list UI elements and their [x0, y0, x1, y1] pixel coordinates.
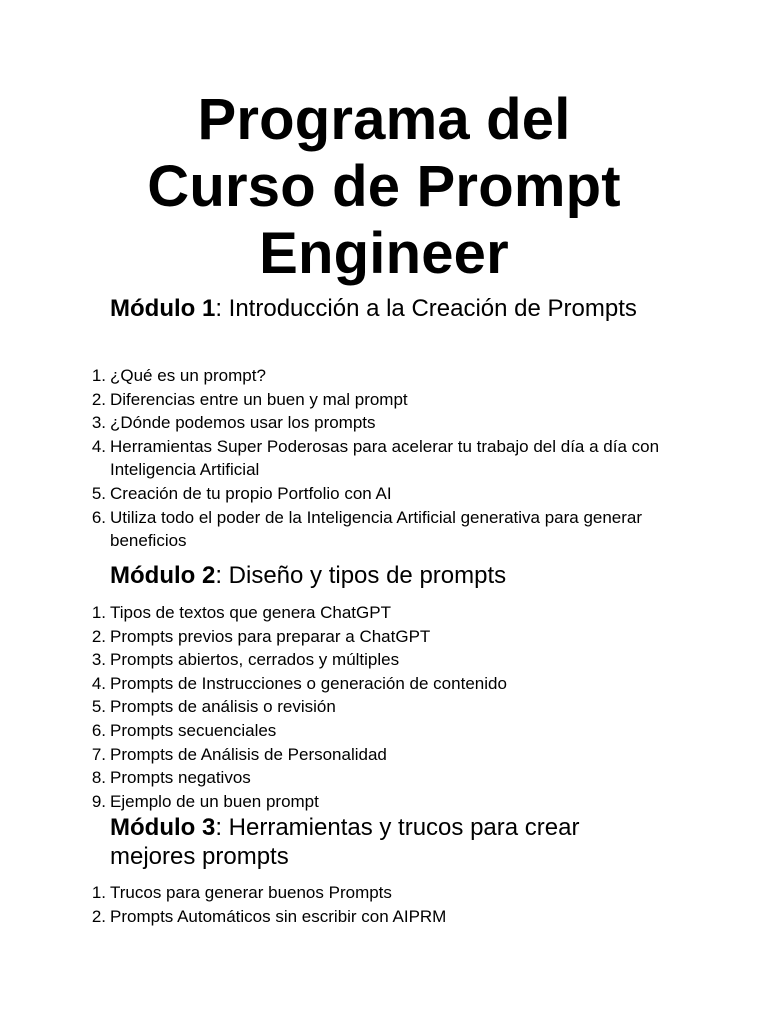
- item-text: Prompts negativos: [110, 768, 251, 788]
- module-2-label: Módulo 2: [110, 562, 216, 589]
- module-1-name: Introducción a la Creación de Prompts: [222, 295, 637, 322]
- item-number: 4.: [91, 436, 106, 456]
- item-number: 5.: [91, 697, 106, 717]
- module-1-list: [82, 364, 672, 553]
- title-line-3: Engineer: [259, 221, 509, 286]
- item-text: Prompts de análisis o revisión: [110, 697, 336, 717]
- item-number: 3.: [91, 413, 106, 433]
- title-line-1: Programa del: [197, 87, 571, 152]
- module-2-name: Diseño y tipos de prompts: [222, 562, 507, 589]
- list-item: [82, 411, 672, 435]
- item-number: 1.: [91, 883, 106, 902]
- item-number: 7.: [91, 744, 106, 764]
- item-text: Creación de tu propio Portfolio con AI: [110, 483, 392, 503]
- module-2-list: [82, 601, 672, 813]
- item-text: Prompts previos para preparar a ChatGPT: [110, 626, 431, 646]
- item-number: 3.: [91, 650, 106, 670]
- list-item: [82, 482, 672, 506]
- item-text: Utiliza todo el poder de la Inteligencia Artificial generativa para generar beneficios: [110, 507, 643, 551]
- module-3-name: Herramientas y trucos para crear mejores prompts: [110, 814, 580, 870]
- module-1-label: Módulo 1: [110, 295, 216, 322]
- list-item: [82, 790, 672, 814]
- item-number: 5.: [91, 483, 106, 503]
- list-item: [82, 881, 672, 905]
- item-text: ¿Qué es un prompt?: [110, 366, 266, 385]
- module-1-heading: [110, 294, 670, 323]
- item-text: Prompts secuenciales: [110, 720, 277, 740]
- item-number: 9.: [91, 791, 106, 811]
- item-number: 2.: [91, 906, 106, 926]
- list-item: [82, 506, 672, 553]
- item-text: ¿Dónde podemos usar los prompts: [110, 413, 376, 433]
- list-item: [82, 625, 672, 649]
- item-number: 6.: [91, 507, 106, 527]
- module-1-separator: :: [215, 295, 222, 322]
- list-item: [82, 719, 672, 743]
- item-text: Trucos para generar buenos Prompts: [110, 883, 392, 902]
- item-number: 1.: [91, 366, 106, 385]
- item-number: 2.: [91, 389, 106, 409]
- item-number: 2.: [91, 626, 106, 646]
- list-item: [82, 905, 672, 929]
- module-2-heading: [110, 561, 670, 590]
- module-3-heading: [110, 813, 670, 871]
- list-item: [82, 672, 672, 696]
- list-item: [82, 695, 672, 719]
- list-item: [82, 648, 672, 672]
- list-item: [82, 388, 672, 412]
- item-text: Prompts de Instrucciones o generación de contenido: [110, 673, 507, 693]
- item-number: 1.: [91, 603, 106, 622]
- item-text: Prompts Automáticos sin escribir con AIPRM: [110, 906, 447, 926]
- module-3-label: Módulo 3: [110, 814, 216, 841]
- list-item: [82, 364, 672, 388]
- title-line-2: Curso de Prompt: [147, 154, 621, 219]
- item-number: 8.: [91, 768, 106, 788]
- module-3-list: [82, 881, 672, 928]
- list-item: [82, 766, 672, 790]
- item-text: Tipos de textos que genera ChatGPT: [110, 603, 391, 622]
- list-item: [82, 435, 672, 482]
- list-item: [82, 743, 672, 767]
- module-2-separator: :: [215, 562, 222, 589]
- item-number: 4.: [91, 673, 106, 693]
- item-text: Ejemplo de un buen prompt: [110, 791, 319, 811]
- list-item: [82, 601, 672, 625]
- module-3-separator: :: [215, 814, 222, 841]
- item-text: Prompts abiertos, cerrados y múltiples: [110, 650, 400, 670]
- item-text: Herramientas Super Poderosas para acelerar tu trabajo del día a día con Inteligencia Artificial: [110, 436, 660, 480]
- item-text: Prompts de Análisis de Personalidad: [110, 744, 387, 764]
- page-title: [0, 86, 768, 287]
- item-number: 6.: [91, 720, 106, 740]
- item-text: Diferencias entre un buen y mal prompt: [110, 389, 408, 409]
